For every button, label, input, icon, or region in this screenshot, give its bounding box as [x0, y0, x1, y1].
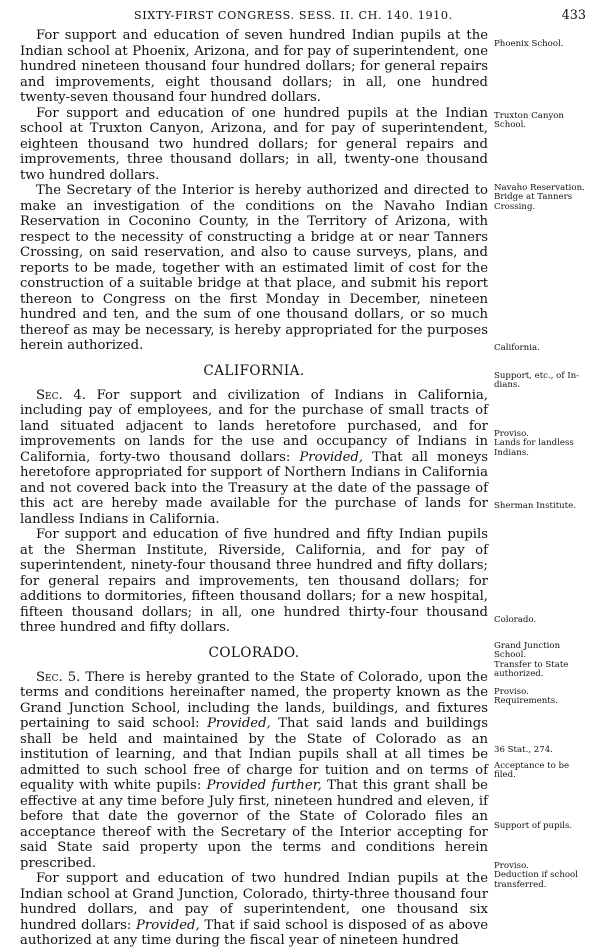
proviso-label: Provided,	[136, 917, 200, 933]
margin-note-proviso-requirements: Proviso. Requirements.	[494, 687, 558, 707]
sec5-text-c: That this grant shall be effective at any time before July first, nineteen hundred and eleven, if before that date the governor of the State of Colorado files an acceptance thereof with the Secretary of the Interior accepting for said State said property upon the terms and conditions herein prescribed.	[20, 778, 488, 871]
body-text	[20, 28, 488, 949]
sec5-text-b: That said lands and buildings shall be held and maintained by the State of Colorado as an institution of learning, and that Indian pupils shall at all times be admitted to such school free of charge for tuition and on terms of equality with white pupils:	[20, 716, 488, 793]
page-number: 433	[561, 8, 586, 23]
heading-california: CALIFORNIA.	[203, 362, 305, 379]
margin-note-acceptance: Acceptance to be filed.	[494, 761, 570, 781]
margin-note-statute: 36 Stat., 274.	[494, 745, 553, 755]
paragraph-navaho: The Secretary of the Interior is hereby authorized and directed to make an investigation of the conditions on the Navaho Indian Reservation in Coconino County, in the Territory of Arizona, with respect to the necessity of constructing a bridge at or near Tanners Crossing, on said reservation, and also to cause surveys, plans, and reports to be made, together with an estimated limit of cost for the construction of a suitable bridge at that place, and submit his report thereon to Congress on the first Monday in December, nineteen hundred and ten, and the sum of one thousand dollars, or so much thereof as may be necessary, is hereby appropriated for the purposes herein authorized.	[20, 183, 488, 353]
heading-colorado: COLORADO.	[208, 644, 300, 661]
margin-note-colorado: Colorado.	[494, 615, 537, 625]
paragraph-phoenix: For support and education of seven hundred Indian pupils at the Indian school at Phoenix, Arizona, and for pay of superintendent, one hundred nineteen thousand four hundred dollars; for general repairs and improvements, eight thousand dollars; in all, one hundred twenty-seven thousand four hundred dollars.	[20, 28, 488, 105]
proviso-label: Provided,	[207, 716, 271, 731]
sec5-text-a: There is hereby granted to the State of Colorado, upon the terms and conditions hereinafter named, the property known as the Grand Junction School, including the lands, buildings, and fixtures pertaining to said school:	[20, 669, 488, 731]
margin-note-truxton: Truxton Canyon School.	[494, 111, 564, 131]
paragraph-grand-junction-support	[20, 871, 488, 949]
margin-note-proviso-lands: Proviso. Lands for landless Indians.	[494, 429, 574, 458]
sec4-text-a: For support and civilization of Indians in California, including pay of employees, and for the purchase of small tracts of land situated adjacent to lands heretofore purchased, and for improvements on lands for the use and occupancy of Indians in California, forty-two thousand dollars:	[20, 387, 488, 465]
margin-note-california: California.	[494, 343, 540, 353]
section-label: Sec. 5.	[36, 669, 81, 685]
sec4-text-b: That all moneys heretofore appropriated for support of Northern Indians in California and not covered back into the Treasury at the date of the passage of this act are hereby made available for the purchase of lands for landless Indians in California.	[20, 449, 488, 527]
margin-note-navaho: Navaho Reservation. Bridge at Tanners Crossing.	[494, 183, 585, 212]
section-label: Sec. 4.	[36, 387, 86, 403]
support-text-a: For support and education of two hundred Indian pupils at the Indian school at Grand Junction, Colorado, thirty-three thousand four hundred dollars, and pay of superintendent, one thousand six hundred dollars:	[20, 871, 488, 933]
margin-note-deduction: Proviso. Deduction if school transferred.	[494, 861, 578, 890]
paragraph-sec4	[20, 388, 488, 528]
page-header	[0, 9, 600, 25]
margin-note-sherman: Sherman Institute.	[494, 501, 576, 511]
paragraph-sherman: For support and education of five hundred and fifty Indian pupils at the Sherman Institute, Riverside, California, and for pay of superintendent, ninety-four thousand three hundred and fifty dollars; for general repairs and improvements, ten thousand dollars; for additions to dormitories, fifteen thousand dollars; for a new hospital, fifteen thousand dollars; in all, one hundred thirty-four thousand three hundred and fifty dollars.	[20, 527, 488, 635]
paragraph-sec5	[20, 670, 488, 872]
margin-note-phoenix: Phoenix School.	[494, 39, 564, 49]
margin-note-pupils: Support of pupils.	[494, 821, 573, 831]
support-text-b: That if said school is disposed of as above authorized at any time during the fiscal year of nineteen hundred	[20, 917, 489, 948]
paragraph-truxton: For support and education of one hundred pupils at the Indian school at Truxton Canyon, Arizona, and for pay of superintendent, eighteen thousand two hundred dollars; for general repairs and improvements, three thousand dollars; in all, twenty-one thousand two hundred dollars.	[20, 105, 488, 183]
margin-note-grand-junction: Grand Junction School. Transfer to State authorized.	[494, 641, 569, 680]
margin-note-support: Support, etc., of In- dians.	[494, 371, 580, 391]
proviso-further-label: Provided further,	[206, 778, 322, 793]
running-title: SIXTY-FIRST CONGRESS. SESS. II. CH. 140. 1910.	[134, 9, 453, 22]
proviso-label: Provided,	[299, 449, 364, 465]
